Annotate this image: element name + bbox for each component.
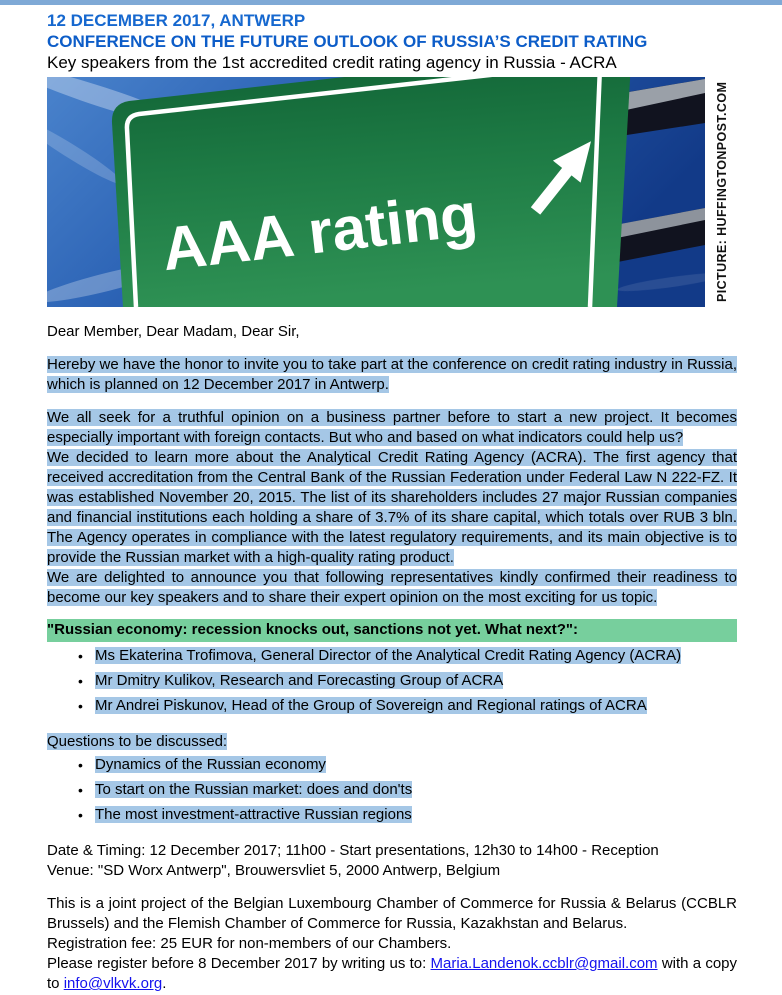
question-item [47,780,737,800]
topic-heading: "Russian economy: recession knocks out, sanctions not yet. What next?": [47,619,737,642]
email-link-info[interactable]: info@vlkvk.org [63,975,163,992]
question-item [47,755,737,775]
email-link-maria[interactable]: Maria.Landenok.ccblr@gmail.com [430,955,658,972]
header-subtitle: Key speakers from the 1st accredited credit rating agency in Russia - ACRA [47,53,617,72]
green-road-sign [112,77,632,307]
salutation: Dear Member, Dear Madam, Dear Sir, [47,323,300,340]
highlighted-text: We decided to learn more about the Analytical Credit Rating Agency (ACRA). The first agency that received accreditation from the Central Bank of the Russian Federation under Federal Law N 222-FZ. It was established November 20, 2015. The list of its shareholders includes 27 major Russian companies and financial institutions each holding a share of 3.7% of its share capital, which totals over RUB 3 bln. The Agency operates in compliance with the latest regulatory requirements, and its main objective is to provide the Russian market with a high-quality rating product. [47,449,737,566]
venue-line: Venue: "SD Worx Antwerp", Brouwersvliet 5, 2000 Antwerp, Belgium [47,862,501,879]
highlighted-text: Questions to be discussed: [47,733,228,750]
joint-project-paragraph: This is a joint project of the Belgian Luxembourg Chamber of Commerce for Russia & Belarus (CCBLR Brussels) and the Flemish Chamber of Commerce for Russia, Kazakhstan and Belarus. [47,895,737,932]
highlighted-text: Dynamics of the Russian economy [95,756,326,773]
highlighted-text: Mr Andrei Piskunov, Head of the Group of Sovereign and Regional ratings of ACRA [95,697,647,714]
highlighted-text: To start on the Russian market: does and don'ts [95,781,413,798]
paragraph-truthful-opinion [47,408,737,448]
registration-instructions [47,954,737,994]
speaker-item [47,696,737,716]
header-title: CONFERENCE ON THE FUTURE OUTLOOK OF RUSSIA’S CREDIT RATING [47,32,648,51]
header-date-location: 12 DECEMBER 2017, ANTWERP [47,11,306,30]
paragraph-invitation [47,355,737,395]
speaker-item [47,671,737,691]
highlighted-text: Hereby we have the honor to invite you to take part at the conference on credit rating industry in Russia, which is planned on 12 December 2017 in Antwerp. [47,356,737,393]
paragraph-about-acra [47,448,737,568]
highlighted-text: We are delighted to announce you that following representatives kindly confirmed their readiness to become our key speakers and to share their expert opinion on the most exciting for us topic. [47,569,737,606]
sign-text: AAA rating [158,179,481,284]
question-item [47,805,737,825]
speaker-item [47,646,737,666]
header-photo [47,77,737,307]
questions-label [47,732,737,752]
questions-list [47,755,737,825]
highlighted-text: Mr Dmitry Kulikov, Research and Forecasting Group of ACRA [95,672,504,689]
date-timing-line: Date & Timing: 12 December 2017; 11h00 - Start presentations, 12h30 to 14h00 - Reception [47,842,659,859]
register-before-text: Please register before 8 December 2017 by writing us to: [47,955,427,972]
registration-fee-line: Registration fee: 25 EUR for non-members of our Chambers. [47,935,452,952]
register-period: . [162,975,167,992]
highlighted-text: Ms Ekaterina Trofimova, General Director of the Analytical Credit Rating Agency (ACRA) [95,647,682,664]
document-page [0,5,782,994]
speakers-list [47,646,737,716]
aaa-rating-sign-photo [47,77,705,307]
highlighted-text: The most investment-attractive Russian regions [95,806,412,823]
register-middle-text: with a copy to [47,955,738,992]
paragraph-speakers-announcement [47,568,737,608]
photo-credit-caption: PICTURE: HUFFINGTONPOST.COM [715,81,729,303]
highlighted-text: We all seek for a truthful opinion on a business partner before to start a new project. It becomes especially important with foreign contacts. But who and based on what indicators could help us? [47,409,737,446]
